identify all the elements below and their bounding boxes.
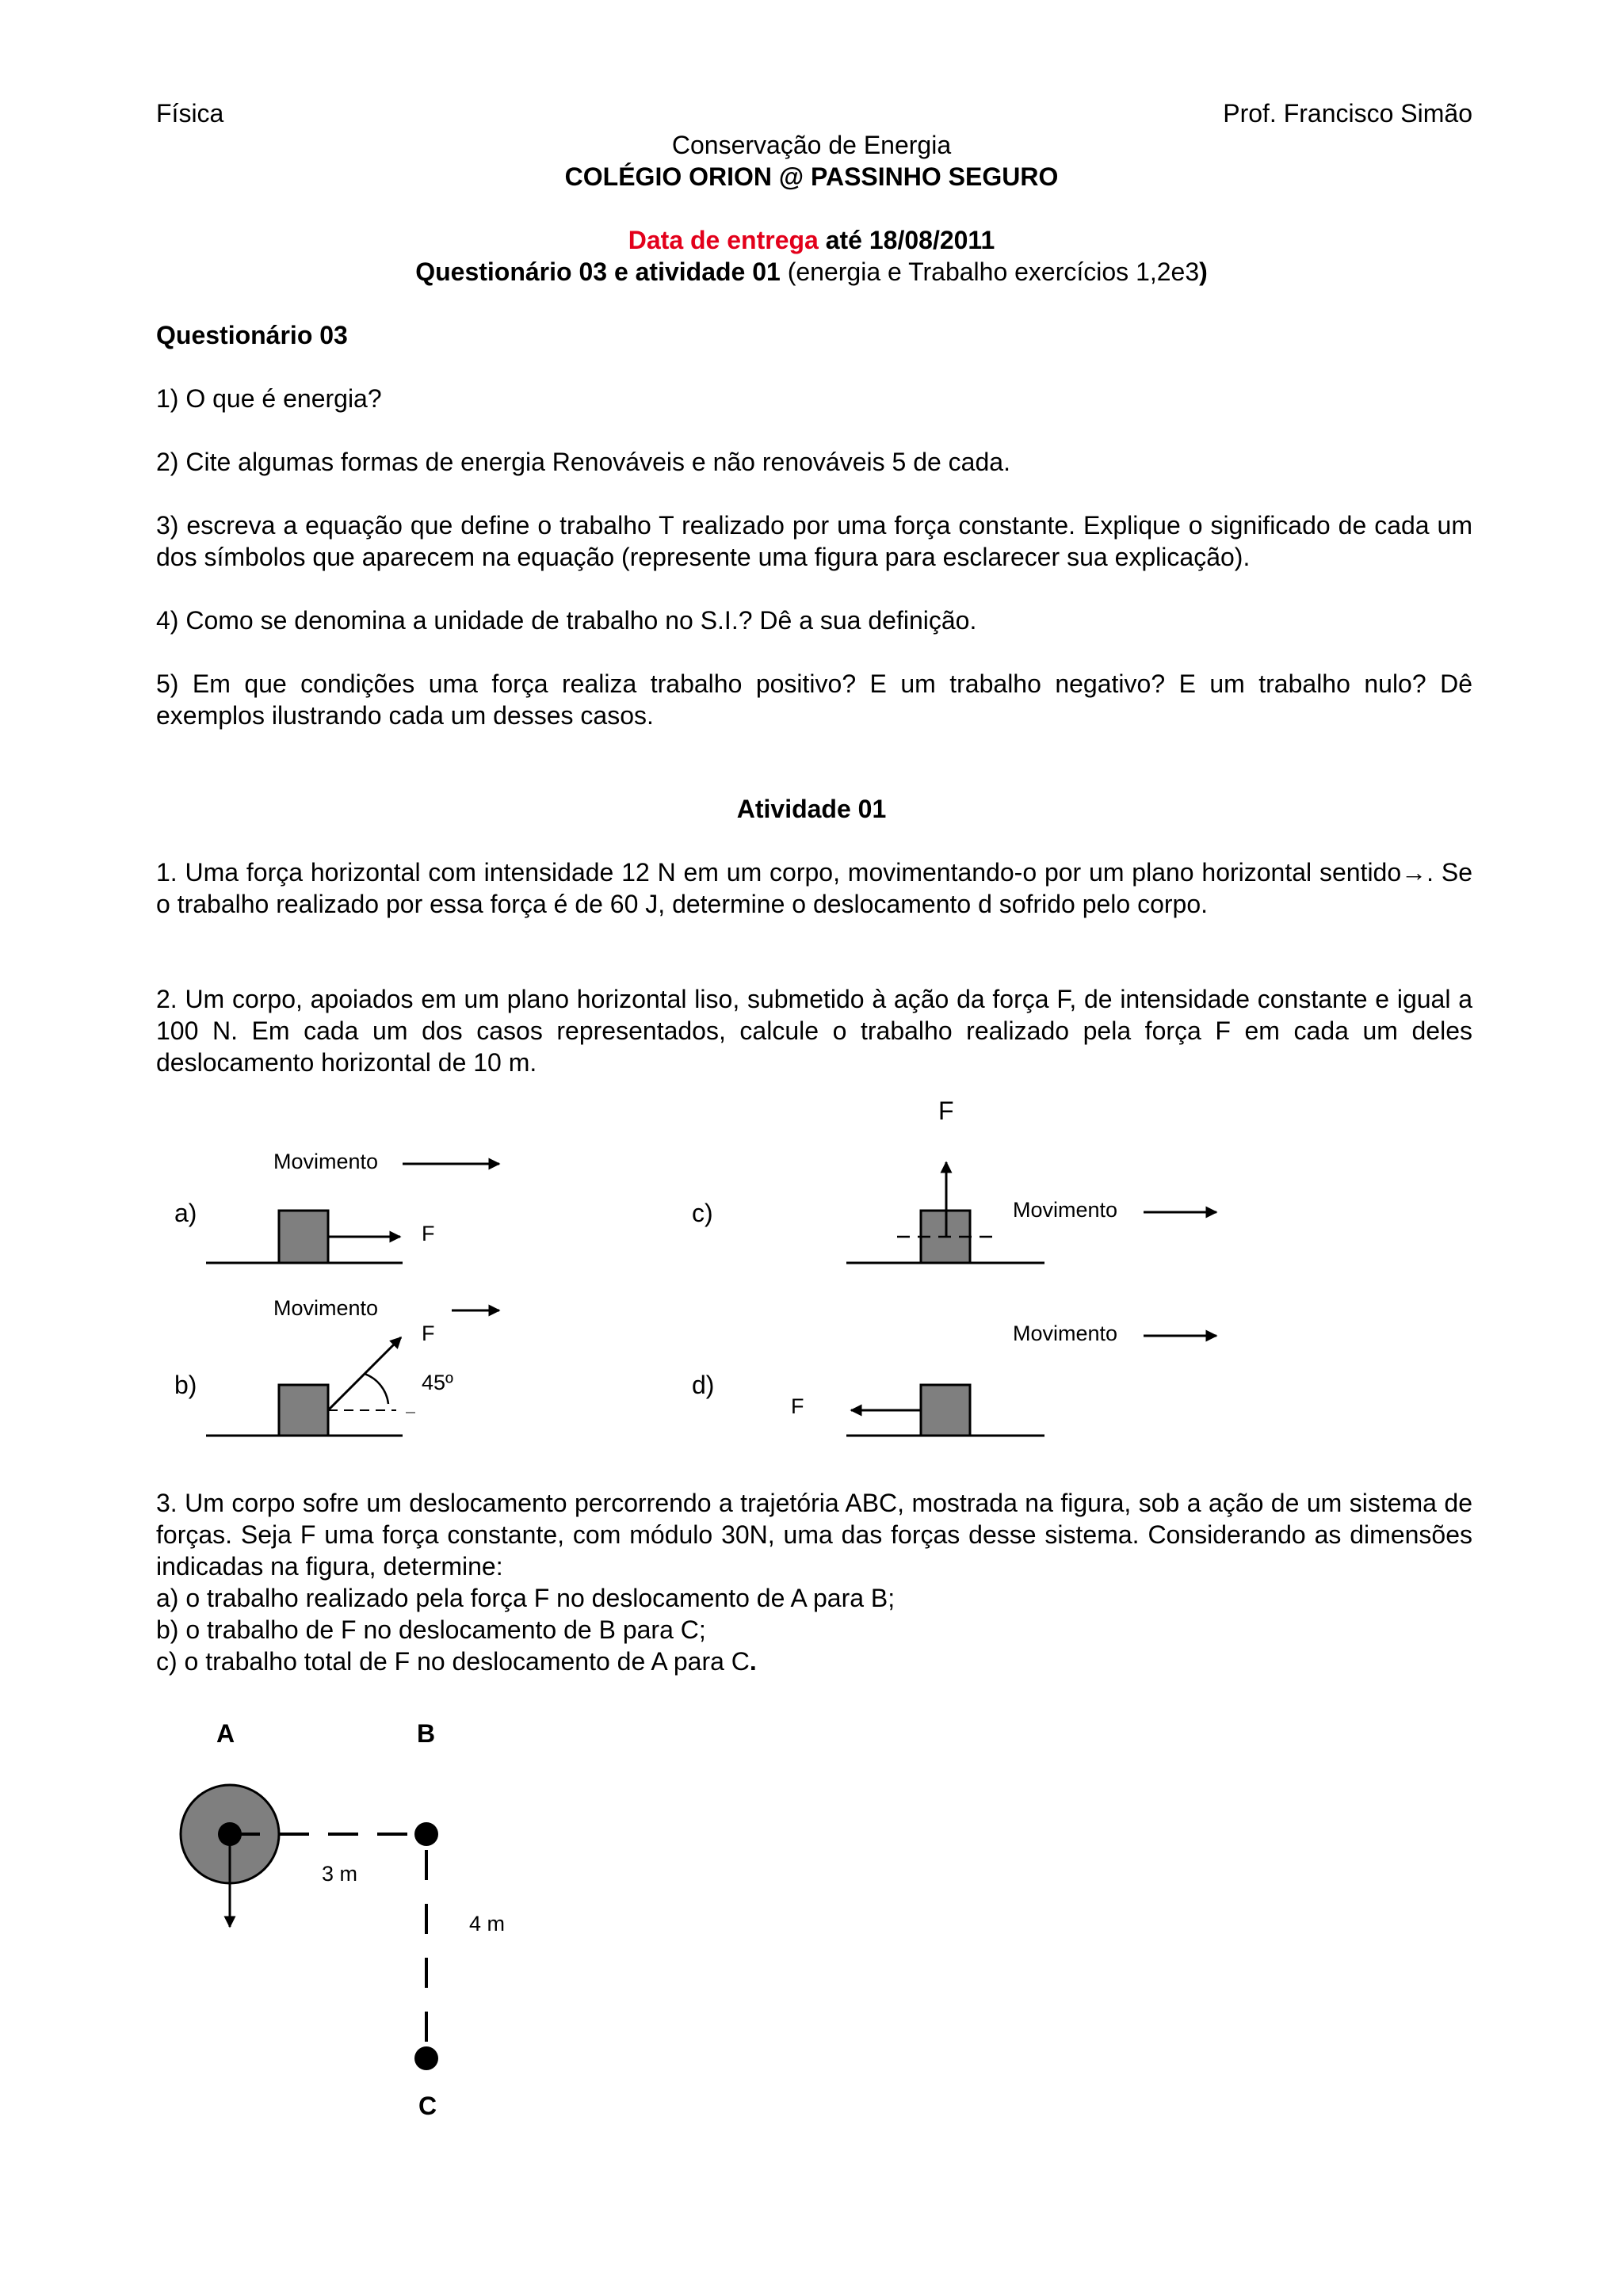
point-c-dot bbox=[414, 2046, 438, 2070]
question-5: 5) Em que condições uma força realiza trabalho positivo? E um trabalho negativo? E um trabalho nulo? Dê exemplos ilustrando cada um desses casos. bbox=[156, 669, 1472, 730]
point-b-label: B bbox=[417, 1719, 436, 1748]
question-2: 2) Cite algumas formas de energia Renováveis e não renováveis 5 de cada. bbox=[156, 448, 1010, 476]
exercise-1: 1. Uma força horizontal com intensidade 12 N em um corpo, movimentando-o por um plano horizontal sentido→. Se o trabalho realizado por essa força é de 60 J, determine o deslocamento d sofrido pelo corpo. bbox=[156, 858, 1472, 918]
question-3: 3) escreva a equação que define o trabalho T realizado por uma força constante. Explique o significado de cada um dos símbolos que aparecem na equação (represente uma figura para esclarecer sua explicação). bbox=[156, 511, 1472, 571]
movement-label-a: Movimento bbox=[273, 1150, 379, 1173]
assignment-close: ) bbox=[1199, 257, 1208, 286]
block-d bbox=[921, 1385, 970, 1436]
case-b-diagram bbox=[206, 1310, 499, 1436]
case-a-label: a) bbox=[174, 1199, 197, 1227]
force-label-a: F bbox=[422, 1222, 435, 1245]
school-name: COLÉGIO ORION @ PASSINHO SEGURO bbox=[564, 162, 1059, 191]
path-diagram bbox=[181, 1785, 438, 2070]
exercise-3-item-b: b) o trabalho de F no deslocamento de B para C; bbox=[156, 1615, 706, 1644]
question-4: 4) Como se denomina a unidade de trabalho no S.I.? Dê a sua definição. bbox=[156, 606, 977, 635]
force-label-c: F bbox=[938, 1097, 954, 1125]
teacher-name: Prof. Francisco Simão bbox=[1223, 99, 1472, 128]
ab-distance-label: 3 m bbox=[322, 1862, 358, 1886]
case-b-label: b) bbox=[174, 1371, 197, 1399]
block-a bbox=[279, 1211, 328, 1263]
movement-label-c: Movimento bbox=[1013, 1198, 1118, 1222]
exercise-3-item-c-end: . bbox=[749, 1647, 757, 1676]
force-label-d: F bbox=[791, 1394, 804, 1418]
point-a-dot bbox=[218, 1822, 242, 1846]
case-c-label: c) bbox=[692, 1199, 713, 1227]
case-d-label: d) bbox=[692, 1371, 715, 1399]
questionnaire-title: Questionário 03 bbox=[156, 321, 348, 349]
exercise-3-item-c bbox=[156, 1646, 757, 1677]
block-b bbox=[279, 1385, 328, 1436]
subject-label: Física bbox=[156, 99, 224, 128]
topic-title: Conservação de Energia bbox=[671, 131, 952, 159]
point-c-label: C bbox=[418, 2092, 437, 2120]
case-a-diagram bbox=[206, 1164, 499, 1263]
exercise-3-intro: 3. Um corpo sofre um deslocamento percorrendo a trajetória ABC, mostrada na figura, sob a ação de um sistema de forças. Seja F uma força constante, com módulo 30N, uma das forças desse sistema. Considerando as dimensões indicadas na figura, determine: bbox=[156, 1489, 1472, 1581]
point-b-dot bbox=[414, 1822, 438, 1846]
movement-label-b: Movimento bbox=[273, 1296, 379, 1320]
due-date-label: Data de entrega bbox=[628, 226, 819, 254]
exercise-3-item-c-text: c) o trabalho total de F no deslocamento de A para C bbox=[156, 1647, 750, 1676]
point-a-label: A bbox=[216, 1719, 235, 1748]
assignment-note: (energia e Trabalho exercícios 1,2e3 bbox=[780, 257, 1200, 286]
exercise-3-item-a: a) o trabalho realizado pela força F no deslocamento de A para B; bbox=[156, 1584, 896, 1612]
angle-arc-b bbox=[365, 1374, 388, 1404]
angle-label-b: 45º bbox=[422, 1371, 453, 1394]
assignment-title: Questionário 03 e atividade 01 bbox=[415, 257, 781, 286]
case-d-diagram bbox=[846, 1336, 1216, 1436]
movement-label-d: Movimento bbox=[1013, 1322, 1118, 1345]
activity-title: Atividade 01 bbox=[736, 795, 887, 823]
exercise-2: 2. Um corpo, apoiados em um plano horizontal liso, submetido à ação da força F, de intensidade constante e igual a 100 N. Em cada um dos casos representados, calcule o trabalho realizado pela força F em cada um deles deslocamento horizontal de 10 m. bbox=[156, 985, 1472, 1077]
force-label-b: F bbox=[422, 1322, 435, 1345]
due-date-value: até 18/08/2011 bbox=[818, 226, 995, 254]
question-1: 1) O que é energia? bbox=[156, 384, 382, 413]
bc-distance-label: 4 m bbox=[469, 1912, 506, 1936]
